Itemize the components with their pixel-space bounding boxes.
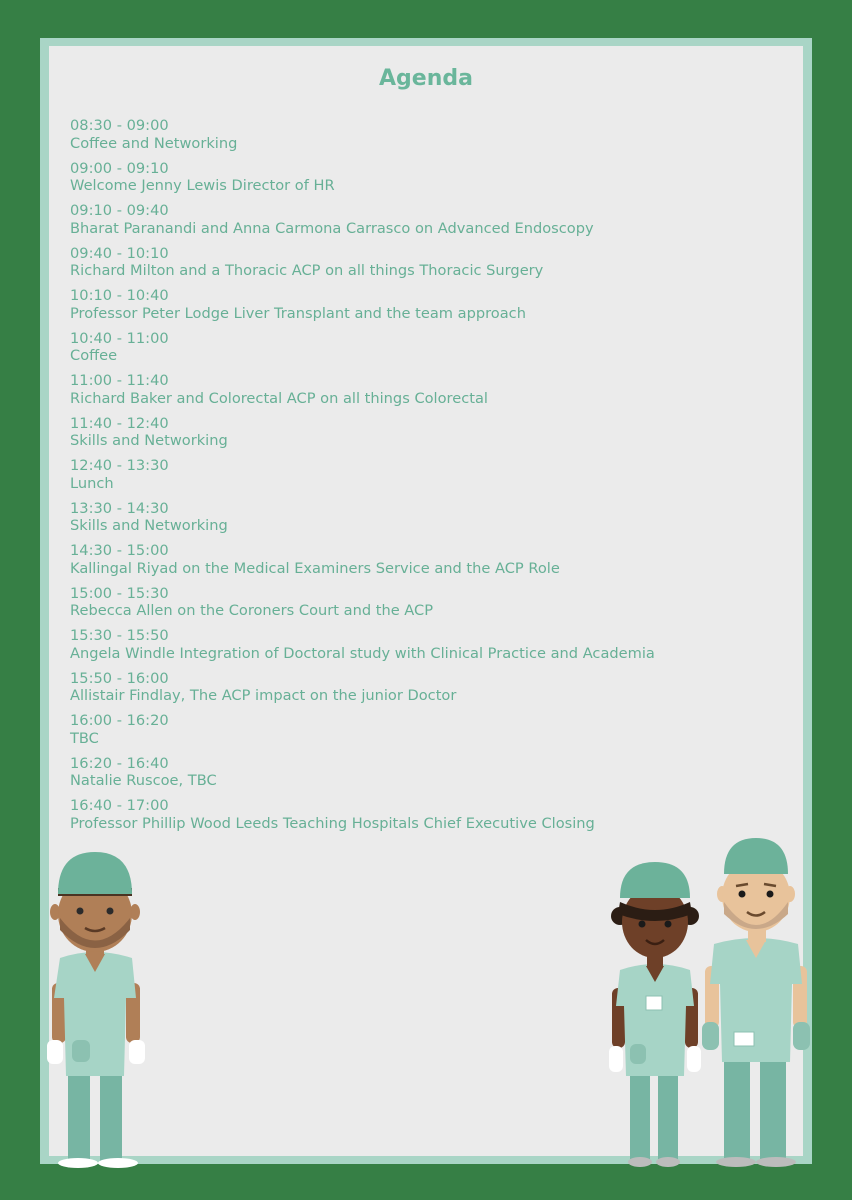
- agenda-time: 11:00 - 11:40: [70, 372, 169, 389]
- agenda-time: 14:30 - 15:00: [70, 542, 169, 559]
- agenda-time: 09:40 - 10:10: [70, 244, 169, 262]
- agenda-session: Professor Phillip Wood Leeds Teaching Hospitals Chief Executive Closing: [70, 814, 595, 832]
- agenda-session: Coffee and Networking: [70, 134, 238, 152]
- agenda-session: TBC: [70, 729, 99, 747]
- agenda-session: Richard Milton and a Thoracic ACP on all things Thoracic Surgery: [70, 262, 544, 279]
- agenda-session: Kallingal Riyad on the Medical Examiners Service and the ACP Role: [70, 559, 560, 577]
- agenda-item: [70, 202, 790, 245]
- agenda-time: 15:50 - 16:00: [70, 669, 169, 687]
- agenda-session: Bharat Paranandi and Anna Carmona Carrasco on Advanced Endoscopy: [70, 219, 594, 237]
- agenda-item: [70, 372, 790, 415]
- agenda-session: Professor Peter Lodge Liver Transplant and the team approach: [70, 304, 526, 322]
- agenda-session: Skills and Networking: [70, 517, 228, 534]
- agenda-time: 16:00 - 16:20: [70, 712, 169, 729]
- agenda-session: Angela Windle Integration of Doctoral study with Clinical Practice and Academia: [70, 644, 655, 662]
- agenda-session: Skills and Networking: [70, 432, 228, 449]
- agenda-item: [70, 627, 790, 670]
- agenda-time: 09:10 - 09:40: [70, 202, 169, 219]
- agenda-time: 15:30 - 15:50: [70, 627, 169, 644]
- agenda-time: 10:10 - 10:40: [70, 287, 169, 304]
- agenda-item: [70, 797, 790, 840]
- agenda-item: [70, 670, 790, 713]
- agenda-item: [70, 542, 790, 585]
- agenda-time: 09:00 - 09:10: [70, 159, 169, 177]
- agenda-session: Richard Baker and Colorectal ACP on all things Colorectal: [70, 389, 488, 407]
- agenda-session: Natalie Ruscoe, TBC: [70, 772, 217, 789]
- agenda-session: Welcome Jenny Lewis Director of HR: [70, 177, 335, 194]
- agenda-item: [70, 160, 790, 203]
- agenda-time: 12:40 - 13:30: [70, 457, 169, 474]
- agenda-session: Lunch: [70, 474, 114, 492]
- agenda-item: [70, 117, 790, 160]
- agenda-item: [70, 287, 790, 330]
- surgeon-left-illustration: [40, 848, 150, 1172]
- agenda-item: [70, 500, 790, 543]
- agenda-item: [70, 712, 790, 755]
- agenda-item: [70, 457, 790, 500]
- agenda-time: 11:40 - 12:40: [70, 414, 169, 432]
- agenda-list: [70, 117, 790, 840]
- agenda-time: 16:40 - 17:00: [70, 797, 169, 814]
- agenda-item: [70, 585, 790, 628]
- agenda-time: 13:30 - 14:30: [70, 499, 169, 517]
- surgeon-center-illustration: [606, 858, 704, 1170]
- agenda-session: Coffee: [70, 347, 118, 364]
- agenda-item: [70, 415, 790, 458]
- agenda-session: Allistair Findlay, The ACP impact on the junior Doctor: [70, 687, 457, 704]
- agenda-item: [70, 330, 790, 373]
- surgeon-right-illustration: [700, 836, 812, 1170]
- page-title: Agenda: [379, 66, 473, 91]
- agenda-time: 15:00 - 15:30: [70, 584, 169, 602]
- agenda-session: Rebecca Allen on the Coroners Court and the ACP: [70, 602, 434, 619]
- agenda-time: 08:30 - 09:00: [70, 117, 169, 134]
- agenda-item: [70, 755, 790, 798]
- agenda-time: 16:20 - 16:40: [70, 754, 169, 772]
- agenda-item: [70, 245, 790, 288]
- agenda-time: 10:40 - 11:00: [70, 329, 169, 347]
